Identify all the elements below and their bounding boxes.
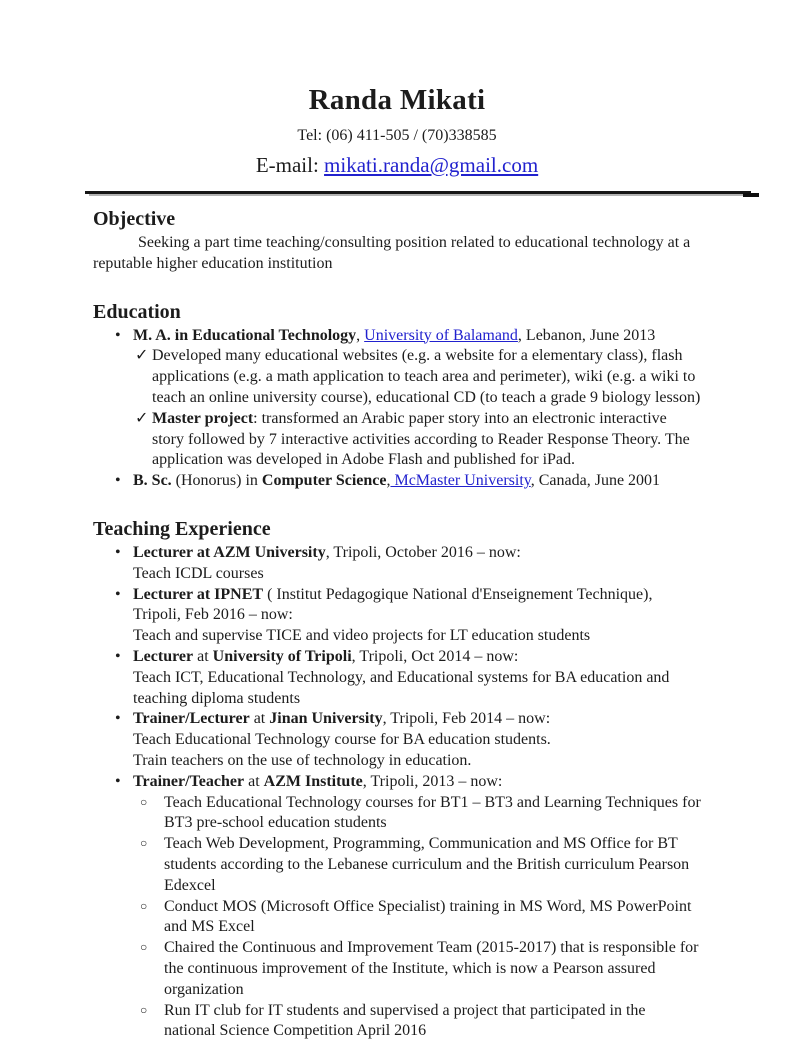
education-ma-achievement-2 bbox=[93, 409, 701, 471]
bullet-icon: • bbox=[115, 585, 133, 647]
education-ma-achievement-1 bbox=[93, 346, 701, 408]
employer-name: AZM Institute bbox=[264, 773, 363, 790]
job-title-line bbox=[133, 543, 701, 564]
job-mid: at bbox=[250, 710, 270, 727]
job-sub-duty: Teach Web Development, Programming, Communication and MS Office for BT students according to the Lebanese curriculum and the British curriculum Pearson Edexcel bbox=[164, 834, 701, 896]
circle-bullet-icon: ○ bbox=[140, 836, 164, 898]
email-link[interactable]: mikati.randa@gmail.com bbox=[324, 153, 538, 177]
job-sub-duty: Run IT club for IT students and supervised a project that participated in the national Science Competition April 2016 bbox=[164, 1001, 701, 1043]
job-title: Trainer/Teacher bbox=[133, 773, 244, 790]
job-duty: Teach Educational Technology course for BA education students. bbox=[133, 730, 701, 751]
job-duty: Teach ICT, Educational Technology, and Educational systems for BA education and teaching diploma students bbox=[133, 668, 701, 710]
bullet-icon: • bbox=[115, 471, 133, 492]
job-title: Trainer/Lecturer bbox=[133, 710, 250, 727]
objective-text: Seeking a part time teaching/consulting position related to educational technology at a reputable higher education institution bbox=[93, 233, 701, 275]
job-duty: Train teachers on the use of technology in education. bbox=[133, 751, 701, 772]
job-title-line bbox=[133, 585, 701, 627]
education-item-bsc bbox=[93, 471, 701, 492]
bullet-icon: • bbox=[115, 647, 133, 709]
divider-shadow-line bbox=[89, 194, 747, 196]
achievement-text: Developed many educational websites (e.g. a website for a elementary class), flash applications (e.g. a math application to teach area and perimeter), wiki (e.g. a wiki to teach an online university course), educational CD (to teach a grade 9 biology lesson) bbox=[152, 346, 701, 408]
job-title: Lecturer bbox=[133, 648, 193, 665]
degree-details: , Lebanon, June 2013 bbox=[518, 327, 655, 344]
employer-name: Jinan University bbox=[269, 710, 382, 727]
bullet-icon: • bbox=[115, 543, 133, 585]
teaching-item-azm-university bbox=[93, 543, 701, 585]
mcmaster-university-link[interactable]: McMaster University bbox=[390, 472, 530, 489]
job-mid: at bbox=[244, 773, 264, 790]
check-icon: ✓ bbox=[135, 346, 152, 408]
degree-details: , Canada, June 2001 bbox=[531, 472, 660, 489]
major-name: Computer Science bbox=[262, 472, 387, 489]
job-mid: at bbox=[193, 648, 213, 665]
page-title: Randa Mikati bbox=[93, 84, 701, 117]
email-label: E-mail: bbox=[256, 153, 324, 177]
master-project-details: : transformed an Arabic paper story into an electronic interactive story followed by 7 interactive activities according to Reader Response Theory. The application was developed in Adobe Flash and published for iPad. bbox=[152, 410, 690, 469]
objective-section bbox=[93, 208, 701, 275]
job-details: , Tripoli, 2013 – now: bbox=[363, 773, 503, 790]
job-sub-duty: Teach Educational Technology courses for BT1 – BT3 and Learning Techniques for BT3 pre-school education students bbox=[164, 793, 701, 835]
university-balamand-link[interactable]: University of Balamand bbox=[364, 327, 518, 344]
divider-end-tip bbox=[743, 193, 759, 197]
job-sub-duty: Chaired the Continuous and Improvement Team (2015-2017) that is responsible for the continuous improvement of the Institute, which is now a Pearson assured organization bbox=[164, 938, 701, 1000]
teaching-item-azm-institute bbox=[93, 772, 701, 793]
check-icon: ✓ bbox=[135, 409, 152, 471]
bullet-icon: • bbox=[115, 326, 133, 347]
employer-name: University of Tripoli bbox=[213, 648, 352, 665]
job-details: , Tripoli, October 2016 – now: bbox=[326, 544, 521, 561]
email-line bbox=[93, 153, 701, 178]
degree-name: B. Sc. bbox=[133, 472, 172, 489]
azm-institute-duty-4 bbox=[93, 938, 701, 1000]
job-details: , Tripoli, Oct 2014 – now: bbox=[352, 648, 519, 665]
job-title: Lecturer at AZM University bbox=[133, 544, 326, 561]
azm-institute-duty-1 bbox=[93, 793, 701, 835]
job-sub-duty: Conduct MOS (Microsoft Office Specialist) training in MS Word, MS PowerPoint and MS Excel bbox=[164, 897, 701, 939]
bullet-icon: • bbox=[115, 772, 133, 793]
education-heading: Education bbox=[93, 301, 701, 324]
separator: , bbox=[356, 327, 364, 344]
job-title-line bbox=[133, 709, 701, 730]
separator: , bbox=[386, 472, 390, 489]
achievement-text bbox=[152, 409, 701, 471]
teaching-item-jinan-university bbox=[93, 709, 701, 771]
education-ma-line bbox=[133, 326, 701, 347]
degree-name: M. A. in Educational Technology bbox=[133, 327, 356, 344]
job-duty: Teach and supervise TICE and video projects for LT education students bbox=[133, 626, 701, 647]
education-section bbox=[93, 301, 701, 492]
phone-line: Tel: (06) 411-505 / (70)338585 bbox=[93, 127, 701, 145]
azm-institute-duty-5 bbox=[93, 1001, 701, 1043]
circle-bullet-icon: ○ bbox=[140, 899, 164, 941]
education-item-ma bbox=[93, 326, 701, 347]
job-title-line bbox=[133, 647, 701, 668]
circle-bullet-icon: ○ bbox=[140, 1003, 164, 1044]
circle-bullet-icon: ○ bbox=[140, 940, 164, 1002]
header-divider bbox=[93, 191, 701, 200]
teaching-item-university-of-tripoli bbox=[93, 647, 701, 709]
job-details: ( Institut Pedagogique National d'Enseignement Technique), Tripoli, Feb 2016 – now: bbox=[133, 586, 652, 624]
azm-institute-duty-3 bbox=[93, 897, 701, 939]
contact-header bbox=[93, 84, 701, 178]
bullet-icon: • bbox=[115, 709, 133, 771]
teaching-experience-section bbox=[93, 518, 701, 1042]
teaching-item-ipnet bbox=[93, 585, 701, 647]
education-bsc-line bbox=[133, 471, 701, 492]
master-project-label: Master project bbox=[152, 410, 253, 427]
azm-institute-duty-2 bbox=[93, 834, 701, 896]
teaching-heading: Teaching Experience bbox=[93, 518, 701, 541]
circle-bullet-icon: ○ bbox=[140, 795, 164, 837]
job-title-line bbox=[133, 772, 701, 793]
job-title: Lecturer at IPNET bbox=[133, 586, 263, 603]
objective-heading: Objective bbox=[93, 208, 701, 231]
job-details: , Tripoli, Feb 2014 – now: bbox=[383, 710, 551, 727]
job-duty: Teach ICDL courses bbox=[133, 564, 701, 585]
degree-mid: (Honorus) in bbox=[172, 472, 262, 489]
